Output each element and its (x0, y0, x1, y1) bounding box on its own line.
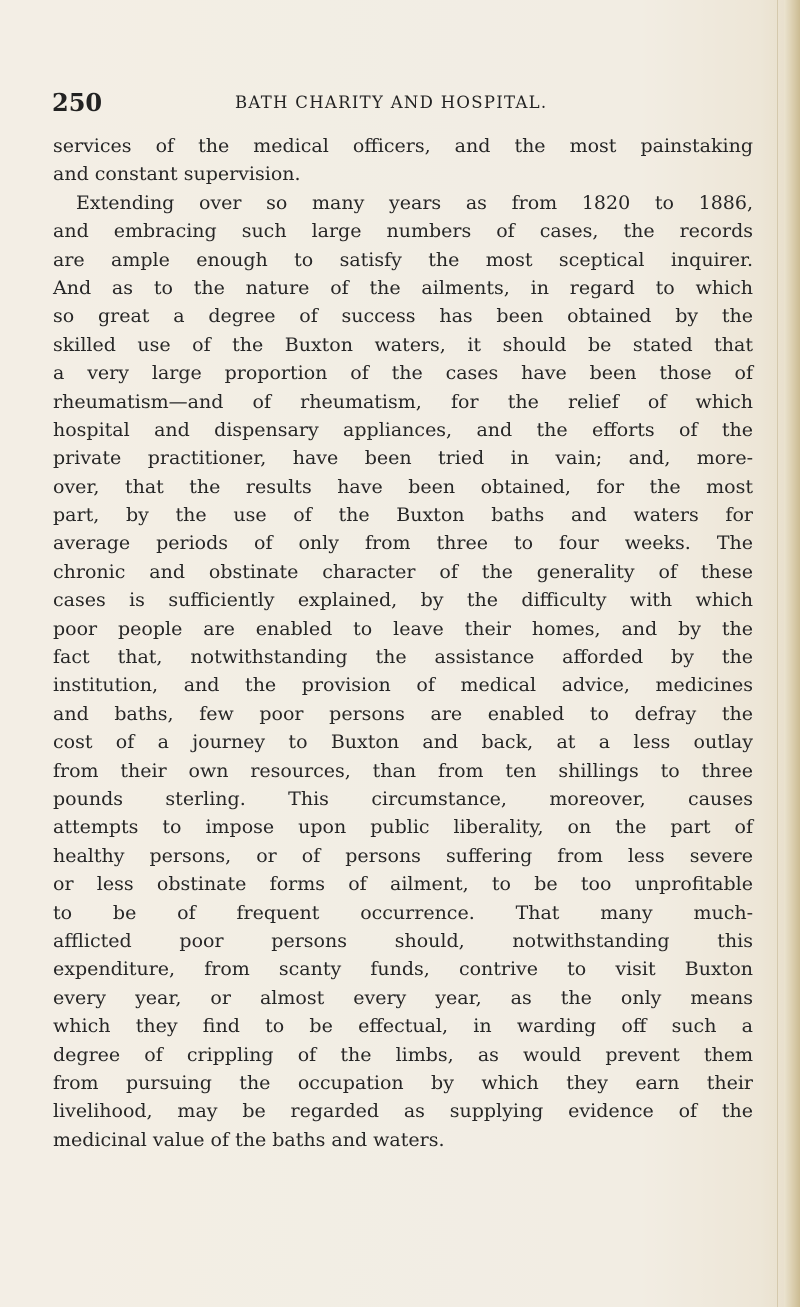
text-line: Extending over so many years as from 1820 to 1886, (76, 191, 753, 214)
page-edge-shadow (784, 0, 800, 1307)
text-line: pounds sterling. This circumstance, moreover, causes (53, 787, 753, 810)
text-line: afflicted poor persons should, notwithstanding this (53, 929, 753, 952)
page-number: 250 (52, 88, 103, 117)
text-line: attempts to impose upon public liberality, on the part of (53, 816, 753, 839)
text-line: so great a degree of success has been obtained by the (53, 305, 753, 328)
text-line: average periods of only from three to four weeks. The (53, 532, 753, 555)
text-line: cases is sufficiently explained, by the difficulty with which (53, 589, 753, 612)
text-line: chronic and obstinate character of the generality of these (53, 560, 753, 583)
text-line: which they find to be effectual, in warding off such a (53, 1015, 753, 1038)
text-line: from pursuing the occupation by which they earn their (53, 1071, 753, 1094)
running-head: BATH CHARITY AND HOSPITAL. (235, 93, 548, 112)
text-line: poor people are enabled to leave their homes, and by the (53, 617, 753, 640)
text-line: services of the medical officers, and the most painstaking (53, 135, 753, 157)
text-line: healthy persons, or of persons suffering from less severe (53, 844, 753, 867)
text-line: every year, or almost every year, as the only means (53, 986, 753, 1009)
text-line: And as to the nature of the ailments, in regard to which (53, 276, 753, 299)
text-line: cost of a journey to Buxton and back, at a less outlay (53, 731, 753, 754)
text-line: or less obstinate forms of ailment, to be too unprofitable (53, 873, 753, 896)
text-line: over, that the results have been obtained, for the most (53, 475, 753, 498)
text-line: skilled use of the Buxton waters, it should be stated that (53, 333, 753, 356)
text-line: and constant supervision. (53, 163, 301, 186)
text-line: institution, and the provision of medical advice, medicines (53, 674, 753, 697)
text-line: fact that, notwithstanding the assistance afforded by the (53, 646, 753, 669)
text-line: rheumatism—and of rheumatism, for the relief of which (53, 390, 753, 413)
text-line: degree of crippling of the limbs, as would prevent them (53, 1043, 753, 1066)
text-line: are ample enough to satisfy the most sceptical inquirer. (53, 248, 753, 271)
text-line: medicinal value of the baths and waters. (53, 1128, 445, 1151)
text-line: and embracing such large numbers of cases, the records (53, 220, 753, 243)
page-header (52, 88, 757, 124)
text-line: from their own resources, than from ten shillings to three (53, 759, 753, 782)
text-line: private practitioner, have been tried in vain; and, more- (53, 447, 753, 470)
text-line: hospital and dispensary appliances, and the efforts of the (53, 418, 753, 441)
text-line: to be of frequent occurrence. That many much- (53, 901, 753, 924)
body-text (53, 132, 753, 1154)
page-edge-line (777, 0, 778, 1307)
text-line: livelihood, may be regarded as supplying evidence of the (53, 1100, 753, 1123)
text-line: part, by the use of the Buxton baths and waters for (53, 504, 753, 527)
text-line: and baths, few poor persons are enabled to defray the (53, 702, 753, 725)
text-line: a very large proportion of the cases have been those of (53, 362, 753, 385)
text-line: expenditure, from scanty funds, contrive to visit Buxton (53, 958, 753, 981)
